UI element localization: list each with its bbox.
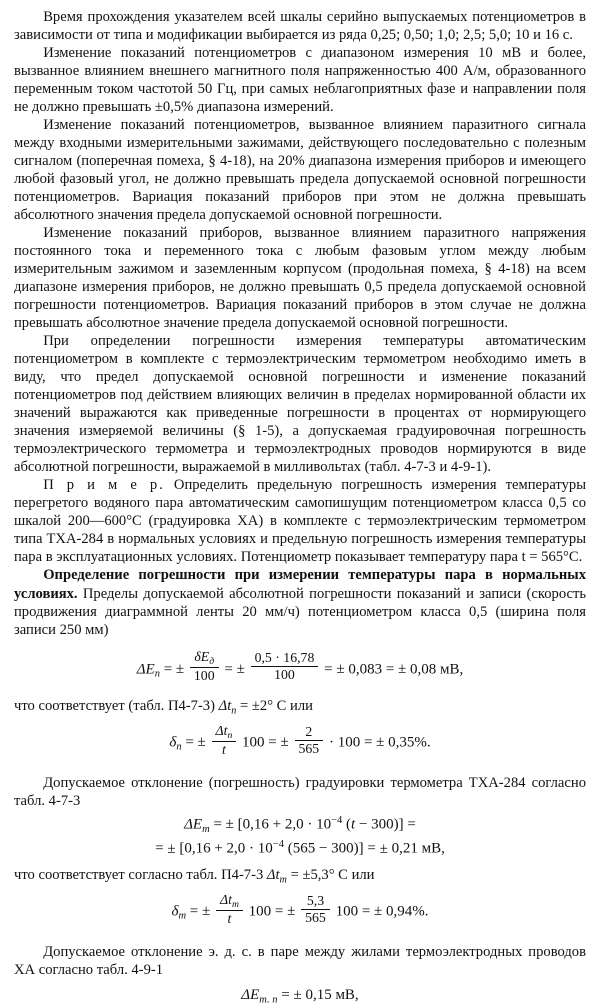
normal-conditions-lead: Определение погрешности при измерении температуры пара в нормальных условиях. bbox=[14, 567, 586, 602]
formula-delta-E-tp: $\Delta E_{т. п}$ = ± 0,15 мВ, bbox=[14, 986, 586, 1007]
formula-delta-p: $\delta_п$ = ± $\frac{\Delta t_п}{t}$ 100 = ± $\frac{2}{565}$ · 100 = ± 0,35%. bbox=[14, 725, 586, 761]
paragraph-8: что соответствует (табл. П4-7-3) $\Delta t_п = \pm 2^\circ$ C или bbox=[14, 698, 313, 717]
normal-conditions-body: Пределы допускаемой абсолютной погрешности показаний и записи (скорость продвижения диаграммной ленты 20 мм/ч) потенциометром класса 0,5 (ширина поля записи 250 мм) bbox=[14, 585, 586, 638]
paragraph-10: что соответствует согласно табл. П4-7-3 $\Delta t_т = \pm 5,3^\circ$ C или bbox=[14, 867, 375, 886]
formula-delta-t: $\delta_т$ = ± $\frac{\Delta t_т}{t}$ 100 = ± $\frac{5,3}{565}$ 100 = ± 0,94%. bbox=[14, 894, 586, 930]
paragraph-1: Время прохождения указателем всей шкалы серийно выпускаемых потенциометров в зависимости от типа и модификации выбирается из ряда 0,25; 0,50; 1,0; 2,5; 5,0; 10 и 16 с. bbox=[14, 9, 586, 44]
paragraph-9: Допускаемое отклонение (погрешность) градуировки термометра ТХА-284 согласно табл. 4-7-3 bbox=[14, 774, 586, 809]
example-lead: П р и м е р. bbox=[43, 477, 165, 494]
paragraph-11: Допускаемое отклонение э. д. с. в паре между жилами термоэлектродных проводов ХА согласно табл. 4-9-1 bbox=[14, 943, 586, 978]
paragraph-4: Изменение показаний приборов, вызванное влиянием паразитного напряжения постоянного тока и переменного тока с любым фазовым углом между любым измерительным зажимом и заземленным корпусом (продольная помеха, § 4-18) на всем диапазоне измерения приборов, не должно превышать 0,5 предела допускаемой основной погрешности потенциометров. Вариация показаний приборов в этом случае не должна превышать абсолютное значение предела допускаемой основной погрешности. bbox=[14, 225, 586, 332]
paragraph-3: Изменение показаний потенциометров, вызванное влиянием паразитного сигнала между входными измерительными зажимами, действующего последовательно с полезным сигналом (поперечная помеха, § 4-18), на 20% диапазона измерения приборов и имеющего любой фазовый угол, не должно превышать предела допускаемой основной погрешности потенциометров. Вариация показаний приборов при этом не должна превышать абсолютного значения предела допускаемой основной погрешности. bbox=[14, 117, 586, 224]
paragraph-2: Изменение показаний потенциометров с диапазоном измерения 10 мВ и более, вызванное влиянием внешнего магнитного поля напряженностью 400 А/м, образованного переменным током частотой 50 Гц, при самых неблагоприятных фазе и направлении поля не должно превышать ±0,5% диапазона измерений. bbox=[14, 45, 586, 116]
formula-delta-E-t: $\Delta E_т$ = ± [$0,16 + 2,0 \cdot 10^{-4}$ (t − 300)] = = ± [$0,16 + 2,0 \cdot 10^{-4}$ (565 − 300)] = ± 0,21 мВ, bbox=[14, 814, 586, 859]
formula-delta-E-p: $\Delta E_п$ = ± $\frac{\delta E_д}{100}$ = ± $\frac{0,5 \cdot 16,78}{100}$ = ± 0,083 = ± 0,08 мВ, bbox=[14, 652, 586, 688]
paragraph-5: При определении погрешности измерения температуры автоматическим потенциометром в комплекте с термоэлектрическим термометром необходимо иметь в виду, что предел допускаемой основной погрешности и изменение показаний потенциометров под действием влияющих величин в пределах нормированной области их значений выражаются как приведенные погрешности в процентах от нормирующего значения измеряемой величины (§ 1-5), а допускаемая градуировочная погрешность термоэлектрического термометра и термоэлектродных проводов нормируются в виде абсолютной погрешности, выражаемой в милливольтах (табл. 4-7-3 и 4-9-1). bbox=[14, 333, 586, 476]
example-body: Определить предельную погрешность измерения температуры перегретого водяного пара автоматическим самопишущим потенциометром класса 0,5 со шкалой 200—600°C (градуировка ХА) в комплекте с термоэлектрическим термометром типа ТХА-284 в нормальных условиях и предельную погрешность измерения температуры пара в эксплуатационных условиях. Потенциометр показывает температуру пара t = 565°C. bbox=[14, 477, 587, 566]
paragraph-7-normal-conditions bbox=[14, 566, 586, 638]
paragraph-6-example bbox=[14, 476, 586, 566]
